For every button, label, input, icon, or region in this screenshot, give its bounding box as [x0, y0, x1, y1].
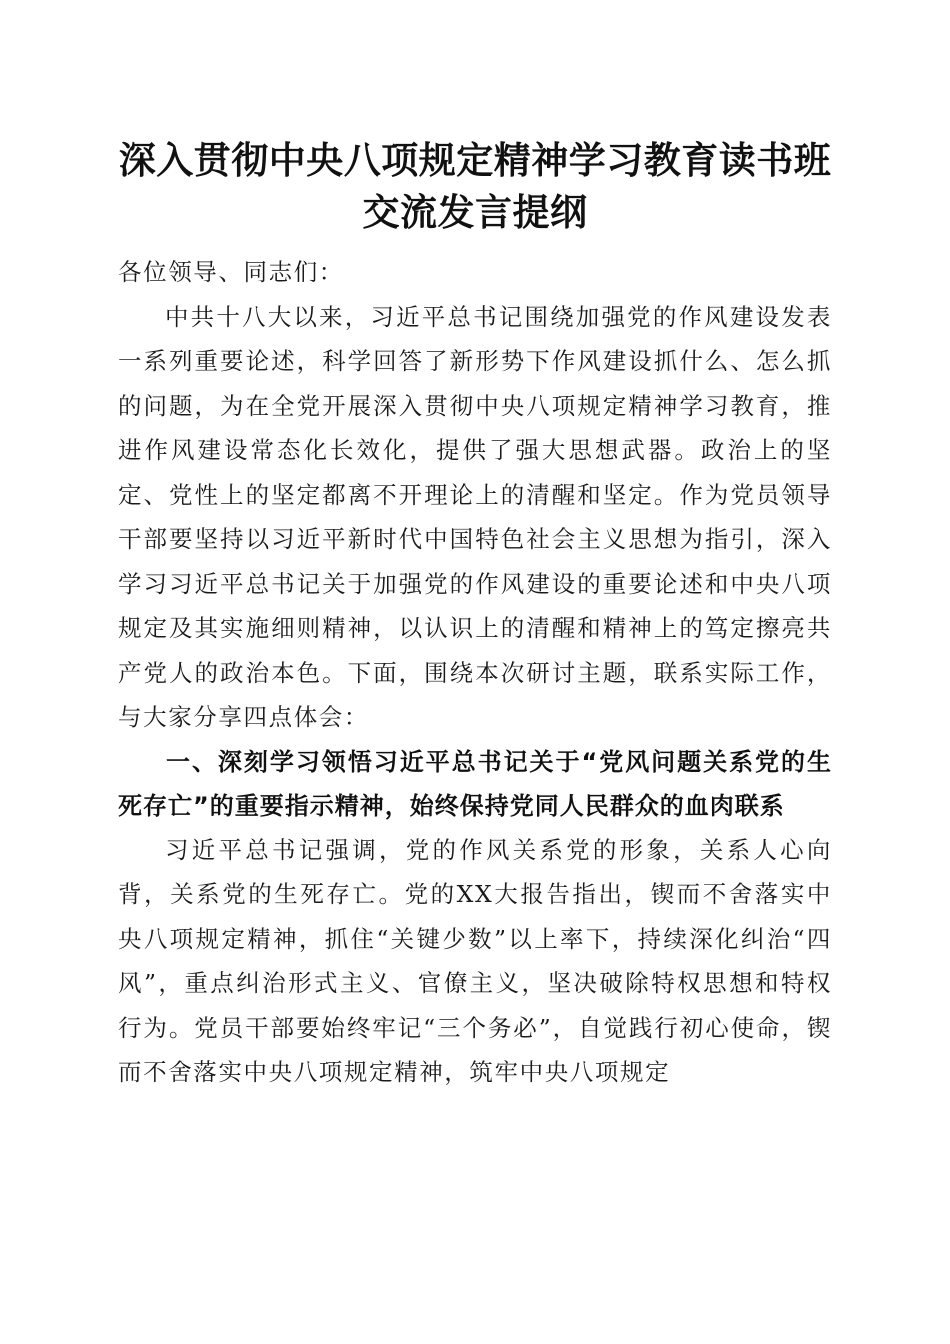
section-1-heading: 一、深刻学习领悟习近平总书记关于“党风问题关系党的生死存亡”的重要指示精神，始终保持党同人民群众的血肉联系	[118, 747, 832, 820]
document-title: 深入贯彻中央八项规定精神学习教育读书班交流发言提纲	[118, 138, 832, 234]
section-1-paragraph: 习近平总书记强调，党的作风关系党的形象，关系人心向背，关系党的生死存亡。党的XX大报告指出，锲而不舍落实中央八项规定精神，抓住“关键少数”以上率下，持续深化纠治“四风”，重点纠治形式主义、官僚主义，坚决破除特权思想和特权行为。党员干部要始终牢记“三个务必”，自觉践行初心使命，锲而不舍落实中央八项规定精神，筑牢中央八项规定	[118, 835, 832, 1086]
salutation: 各位领导、同志们：	[118, 258, 344, 286]
intro-paragraph: 中共十八大以来，习近平总书记围绕加强党的作风建设发表一系列重要论述，科学回答了新形势下作风建设抓什么、怎么抓的问题，为在全党开展深入贯彻中央八项规定精神学习教育，推进作风建设常态化长效化，提供了强大思想武器。政治上的坚定、党性上的坚定都离不开理论上的清醒和坚定。作为党员领导干部要坚持以习近平新时代中国特色社会主义思想为指引，深入学习习近平总书记关于加强党的作风建设的重要论述和中央八项规定及其实施细则精神，以认识上的清醒和精神上的笃定擦亮共产党人的政治本色。下面，围绕本次研讨主题，联系实际工作，与大家分享四点体会：	[118, 302, 832, 731]
document-body	[118, 250, 832, 1095]
